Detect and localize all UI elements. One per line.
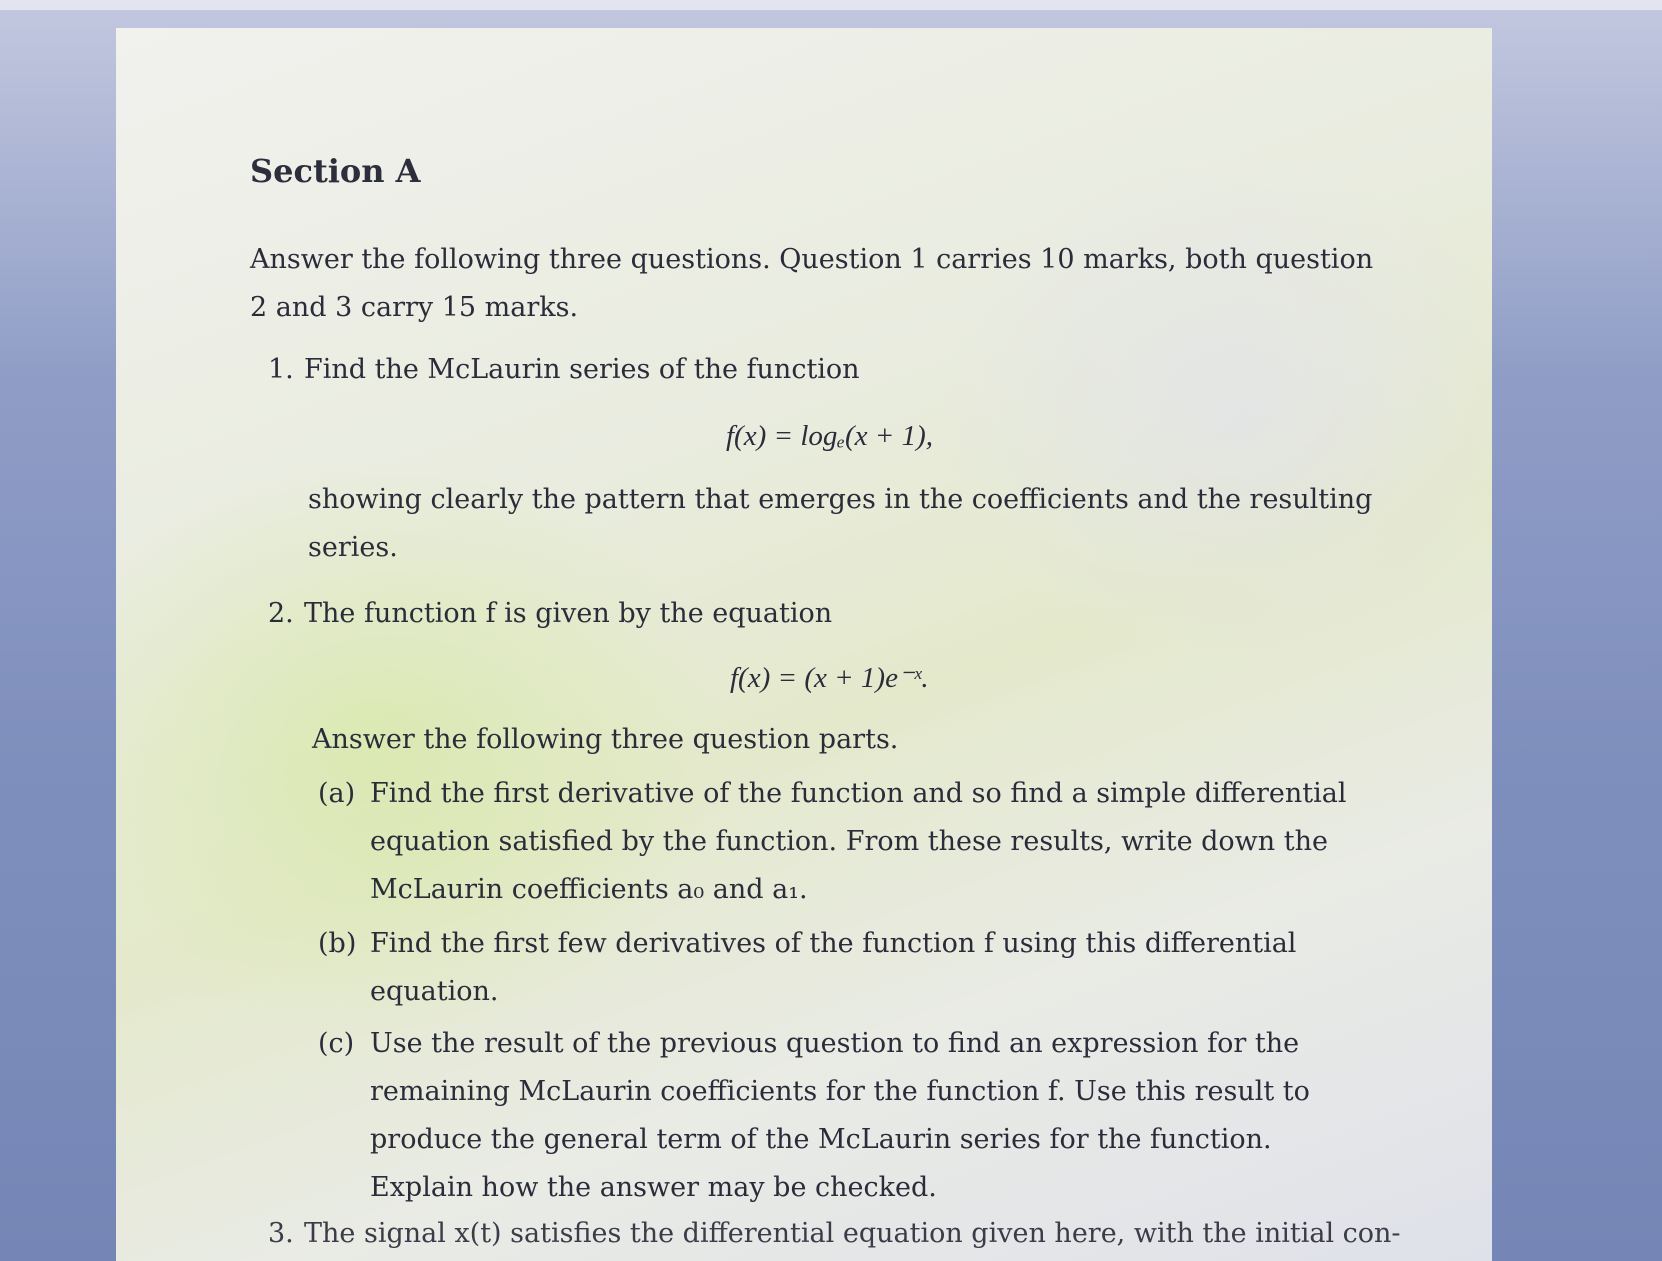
question-2-number: 2.	[268, 598, 294, 629]
instructions-paragraph: Answer the following three questions. Question 1 carries 10 marks, both question 2 and 3 carry 15 marks.	[250, 244, 1374, 323]
question-3-text: The signal x(t) satisfies the differential equation given here, with the initial con-	[304, 1218, 1401, 1249]
document-page	[116, 28, 1492, 1261]
question-3	[268, 1210, 1428, 1258]
question-2	[268, 590, 1388, 638]
question-2-part-a	[318, 770, 1370, 914]
question-2-equation: f(x) = (x + 1)e⁻ˣ.	[730, 662, 929, 694]
part-c-text: Use the result of the previous question to find an expression for the remaining McLaurin coefficients for the function f. Use this result to produce the general term of the McLaurin series for the function. Explain how the answer may be checked.	[370, 1028, 1310, 1203]
screen-top-bar	[0, 0, 1662, 10]
question-2-text: The function f is given by the equation	[304, 598, 833, 629]
question-2-part-b	[318, 920, 1370, 1016]
part-c-label: (c)	[318, 1028, 355, 1059]
question-1-equation: f(x) = logₑ(x + 1),	[726, 420, 933, 452]
question-2-part-c	[318, 1020, 1370, 1212]
question-2-parts-intro: Answer the following three question parts.	[312, 724, 899, 755]
question-1-continuation: showing clearly the pattern that emerges in the coefficients and the resulting series.	[308, 484, 1373, 563]
section-title: Section A	[250, 152, 421, 190]
question-1-number: 1.	[268, 354, 294, 385]
part-b-text: Find the first few derivatives of the function f using this differential equation.	[370, 928, 1297, 1007]
part-a-label: (a)	[318, 778, 356, 809]
part-b-label: (b)	[318, 928, 357, 959]
question-1-text: Find the McLaurin series of the function	[304, 354, 860, 385]
question-3-number: 3.	[268, 1218, 294, 1249]
part-a-text: Find the first derivative of the function and so find a simple differential equation satisfied by the function. From these results, write down the McLaurin coefficients a₀ and a₁.	[370, 778, 1347, 905]
question-1	[268, 346, 1388, 394]
